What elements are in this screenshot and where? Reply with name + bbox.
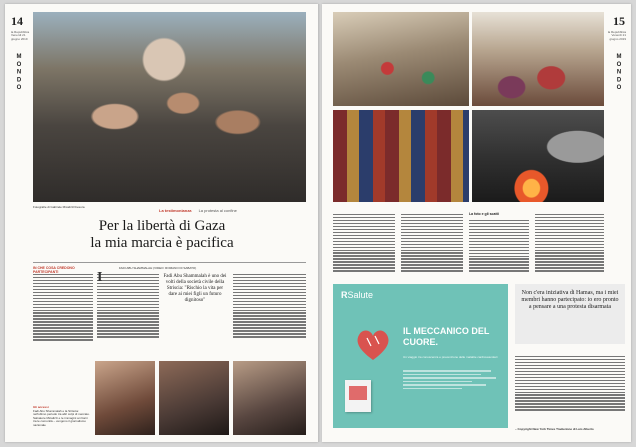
photo-rugs [333, 110, 469, 202]
ad-brand [341, 290, 373, 300]
right-column-4 [535, 212, 604, 282]
rsalute-advertisement[interactable] [333, 284, 508, 428]
intro-column [33, 272, 93, 358]
photo-credit: Fotografie di Gabriele Micalizzi/Cesura [33, 205, 85, 209]
headline [17, 218, 307, 252]
kicker-secondary: La protesta al confine [198, 208, 237, 213]
right-column-1 [333, 212, 395, 282]
pullquote-text: Fadi Abu Shammalah è uno dei volti della società civile della Striscia: "Rischio la vita per dare ai miei figli un futuro dignitoso" [163, 274, 227, 303]
bottom-photo-3 [233, 361, 306, 435]
photo-market-1 [333, 12, 469, 106]
translation-credit: – Copyright New York Times Traduzione di Luis Alberto [515, 427, 594, 431]
masthead-name: la Repubblica [11, 30, 30, 34]
dropcap: I [97, 272, 103, 285]
ad-brand-letter: R [341, 290, 348, 300]
main-photo [33, 12, 306, 202]
right-column-5 [515, 354, 625, 426]
article-column-2 [233, 272, 306, 358]
ad-brand-word: Salute [347, 290, 374, 300]
ad-book-image [345, 380, 371, 412]
ad-copy [403, 370, 501, 400]
section-label: MONDO [616, 54, 622, 93]
page-number: 14 [11, 14, 23, 28]
pull-quote-box-text: Non c'era iniziativa di Hamas, ma i miei membri hanno partecipato: io ero pronto a pensare a una protesta disarmata [521, 290, 619, 310]
right-column-2 [401, 212, 463, 282]
photo-fire [472, 110, 604, 202]
headline-line-1: Per la libertà di Gaza [98, 218, 226, 234]
divider [33, 262, 306, 263]
intro-label: IN CHE COSA CREDONO PARTECIPANTI [33, 266, 75, 274]
ad-subtitle: Un viaggio tra conoscenza e prevenzione delle malattie cardiovascolari [403, 355, 498, 359]
left-page [5, 4, 318, 442]
heart-icon [353, 324, 393, 364]
pull-quote-box [515, 284, 625, 344]
kicker-primary: La testimonianza [159, 208, 192, 213]
block-label: La foto e gli scatti [469, 212, 499, 216]
date-line: Venerdì 21 giugno 2019 [11, 33, 28, 41]
bottom-caption-title: Gli accessi [33, 405, 49, 409]
masthead [602, 31, 626, 41]
bottom-caption [33, 406, 91, 428]
page-number: 15 [613, 14, 625, 28]
bottom-photo-1 [95, 361, 155, 435]
bottom-caption-text: Fadi Abu Shammalah e la Striscia: nell'ultimo periodo tra altri colpi di mercato. Salvatore Micalizzi e le immagini ai ritorni tra le comunità – vengono il giornalismo nazionale [33, 408, 90, 427]
pullquote [163, 274, 227, 304]
section-label: MONDO [16, 54, 22, 93]
masthead-name: la Repubblica [607, 30, 626, 34]
headline-line-2: la mia marcia è pacifica [90, 235, 234, 251]
photo-market-2 [472, 12, 604, 106]
right-column-3 [469, 218, 529, 282]
masthead [11, 31, 35, 41]
kicker [159, 208, 237, 213]
byline: FADI ABU SHAMMALAH (VIDEO: ROMANO DI SABATO) [119, 266, 197, 270]
ad-title: IL MECCANICO DEL CUORE. [403, 326, 490, 347]
bottom-photo-2 [159, 361, 229, 435]
date-line: Venerdì 21 giugno 2019 [609, 33, 626, 41]
article-column-1 [97, 272, 159, 358]
